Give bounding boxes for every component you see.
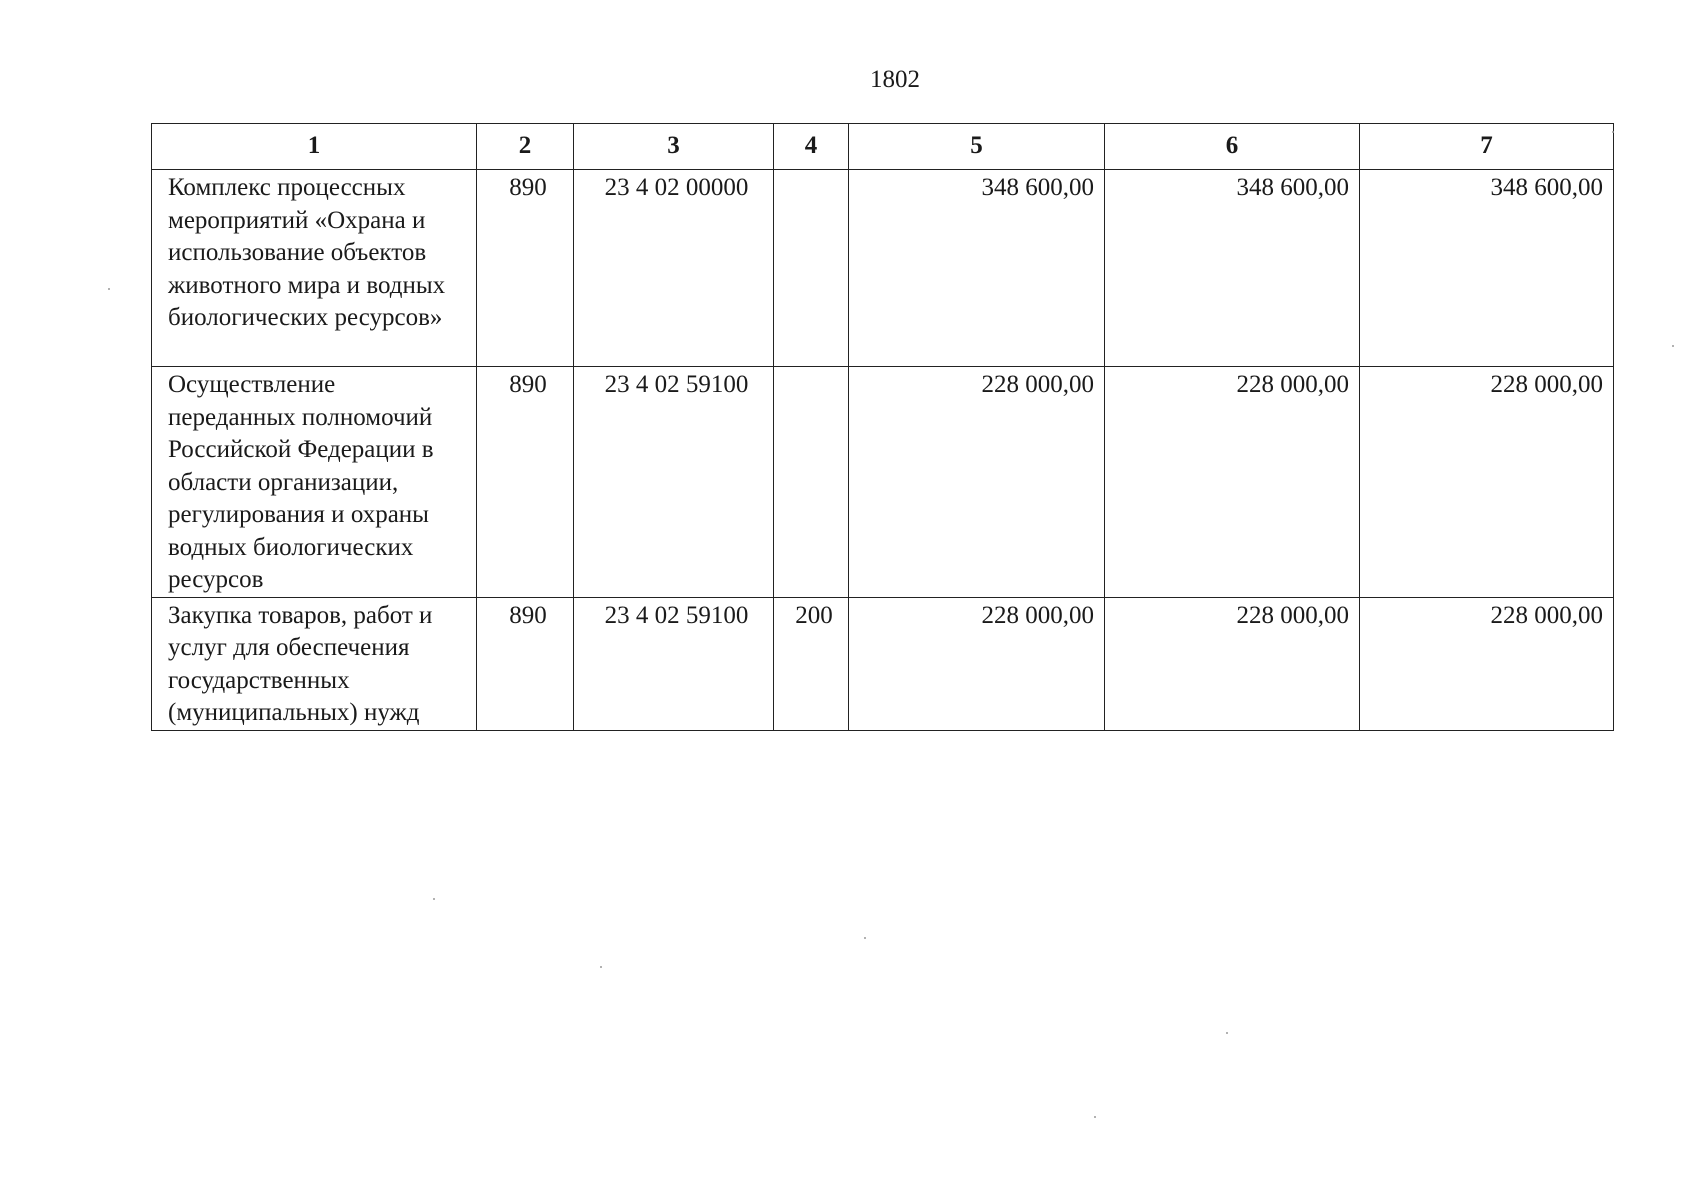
code-cell: 200 bbox=[774, 597, 849, 730]
scan-speck bbox=[1226, 1032, 1228, 1034]
amount-cell: 348 600,00 bbox=[1360, 170, 1614, 367]
amount-cell: 228 000,00 bbox=[1105, 367, 1360, 598]
column-header: 3 bbox=[574, 124, 774, 170]
column-header: 4 bbox=[774, 124, 849, 170]
column-header: 2 bbox=[477, 124, 574, 170]
scan-speck bbox=[108, 288, 110, 290]
amount-cell: 228 000,00 bbox=[1360, 597, 1614, 730]
code-cell bbox=[774, 170, 849, 367]
scan-speck bbox=[1612, 131, 1614, 133]
code-cell bbox=[774, 367, 849, 598]
column-header: 7 bbox=[1360, 124, 1614, 170]
code-cell: 890 bbox=[477, 367, 574, 598]
scan-speck bbox=[1094, 1116, 1096, 1118]
row-name-cell: Комплекс процессных мероприятий «Охрана и использование объектов животного мира и водных биологических ресурсов» bbox=[152, 170, 477, 367]
scan-speck bbox=[1672, 345, 1674, 347]
code-cell: 890 bbox=[477, 170, 574, 367]
scan-speck bbox=[600, 966, 602, 968]
table-header-row bbox=[152, 124, 1614, 170]
amount-cell: 348 600,00 bbox=[849, 170, 1105, 367]
code-cell: 23 4 02 59100 bbox=[574, 597, 774, 730]
page-number: 1802 bbox=[870, 66, 920, 93]
table-row bbox=[152, 170, 1614, 367]
amount-cell: 348 600,00 bbox=[1105, 170, 1360, 367]
budget-table bbox=[151, 123, 1614, 731]
amount-cell: 228 000,00 bbox=[849, 597, 1105, 730]
scan-speck bbox=[864, 937, 866, 939]
table-row bbox=[152, 367, 1614, 598]
code-cell: 23 4 02 59100 bbox=[574, 367, 774, 598]
column-header: 1 bbox=[152, 124, 477, 170]
column-header: 5 bbox=[849, 124, 1105, 170]
code-cell: 23 4 02 00000 bbox=[574, 170, 774, 367]
amount-cell: 228 000,00 bbox=[849, 367, 1105, 598]
row-name-cell: Закупка товаров, работ и услуг для обеспечения государственных (муниципальных) нужд bbox=[152, 597, 477, 730]
column-header: 6 bbox=[1105, 124, 1360, 170]
amount-cell: 228 000,00 bbox=[1360, 367, 1614, 598]
scan-speck bbox=[433, 898, 435, 900]
code-cell: 890 bbox=[477, 597, 574, 730]
amount-cell: 228 000,00 bbox=[1105, 597, 1360, 730]
table-row bbox=[152, 597, 1614, 730]
row-name-cell: Осуществление переданных полномочий Российской Федерации в области организации, регулирования и охраны водных биологических ресурсов bbox=[152, 367, 477, 598]
